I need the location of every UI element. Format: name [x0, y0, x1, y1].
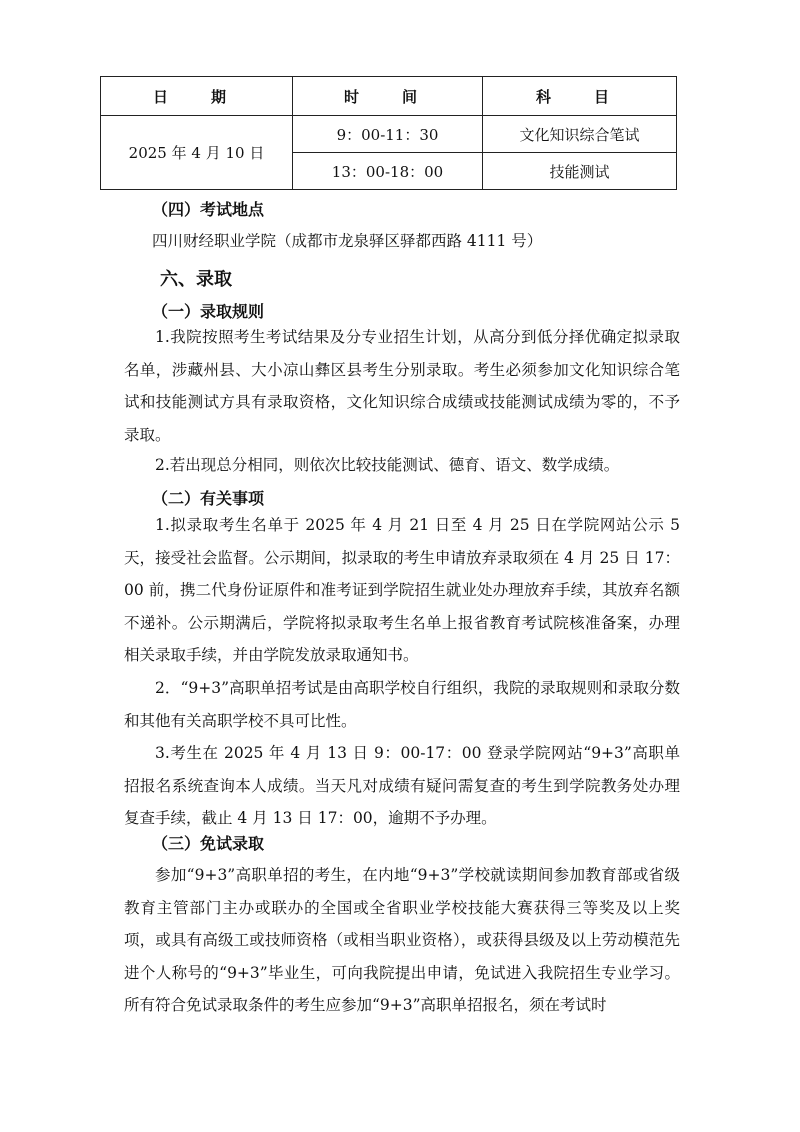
header-time: 时 间 — [293, 77, 483, 116]
admission-rules-paragraph-2: 2.若出现总分相同，则依次比较技能测试、德育、语文、数学成绩。 — [155, 456, 620, 474]
exempt-admission-paragraph: 参加“9+3”高职单招的考生，在内地“9+3”学校就读期间参加教育部或省级教育主管部门主办或联办的全国或全省职业学校技能大赛获得三等奖及以上奖项，或具有高级工或技师资格（或相当职业资格），或获得县级及以上劳动模范先进个人称号的“9+3”毕业生，可向我院提出申请，免试进入我院招生专业学习。所有符合免试录取条件的考生应参加“9+3”高职单招报名，须在考试时 — [124, 866, 680, 1014]
exam-location-text: 四川财经职业学院（成都市龙泉驿区驿都西路 4111 号） — [152, 232, 543, 250]
related-matters-paragraph-2: 2．“9+3”高职单招考试是由高职学校自行组织，我院的录取规则和录取分数和其他有关高职学校不具可比性。 — [124, 679, 680, 730]
exam-schedule-table — [100, 76, 677, 190]
exam-location-heading: （四）考试地点 — [152, 200, 265, 219]
related-matters-paragraph-1: 1.拟录取考生名单于 2025 年 4 月 21 日至 4 月 25 日在学院网站公示 5 天，接受社会监督。公示期间，拟录取的考生申请放弃录取须在 4 月 25 日 17：00 前，携二代身份证原件和准考证到学院招生就业处办理放弃手续，其放弃名额不递补。公示期满后，学院将拟录取考生名单上报省教育考试院核准备案，办理相关录取手续，并由学院发放录取通知书。 — [124, 516, 680, 664]
table-header-row — [101, 77, 677, 116]
related-matters-paragraph-3: 3.考生在 2025 年 4 月 13 日 9：00-17：00 登录学院网站“9+3”高职单招报名系统查询本人成绩。当天凡对成绩有疑问需复查的考生到学院教务处办理复查手续，截止 4 月 13 日 17：00，逾期不予办理。 — [124, 744, 680, 827]
subject-cell: 文化知识综合笔试 — [483, 116, 677, 153]
time-cell: 13：00-18：00 — [293, 153, 483, 190]
exempt-admission-heading: （三）免试录取 — [152, 834, 265, 853]
table-row — [101, 116, 677, 153]
related-matters-heading: （二）有关事项 — [152, 489, 265, 508]
admission-rules-paragraph-1: 1.我院按照考生考试结果及分专业招生计划，从高分到低分择优确定拟录取名单，涉藏州县、大小凉山彝区县考生分别录取。考生必须参加文化知识综合笔试和技能测试方具有录取资格，文化知识综合成绩或技能测试成绩为零的，不予录取。 — [124, 328, 680, 444]
header-subject: 科 目 — [483, 77, 677, 116]
subject-cell: 技能测试 — [483, 153, 677, 190]
header-date: 日 期 — [101, 77, 293, 116]
exam-date-cell: 2025 年 4 月 10 日 — [101, 116, 293, 190]
admission-rules-heading: （一）录取规则 — [152, 302, 265, 321]
time-cell: 9：00-11：30 — [293, 116, 483, 153]
admission-heading: 六、录取 — [160, 269, 232, 290]
